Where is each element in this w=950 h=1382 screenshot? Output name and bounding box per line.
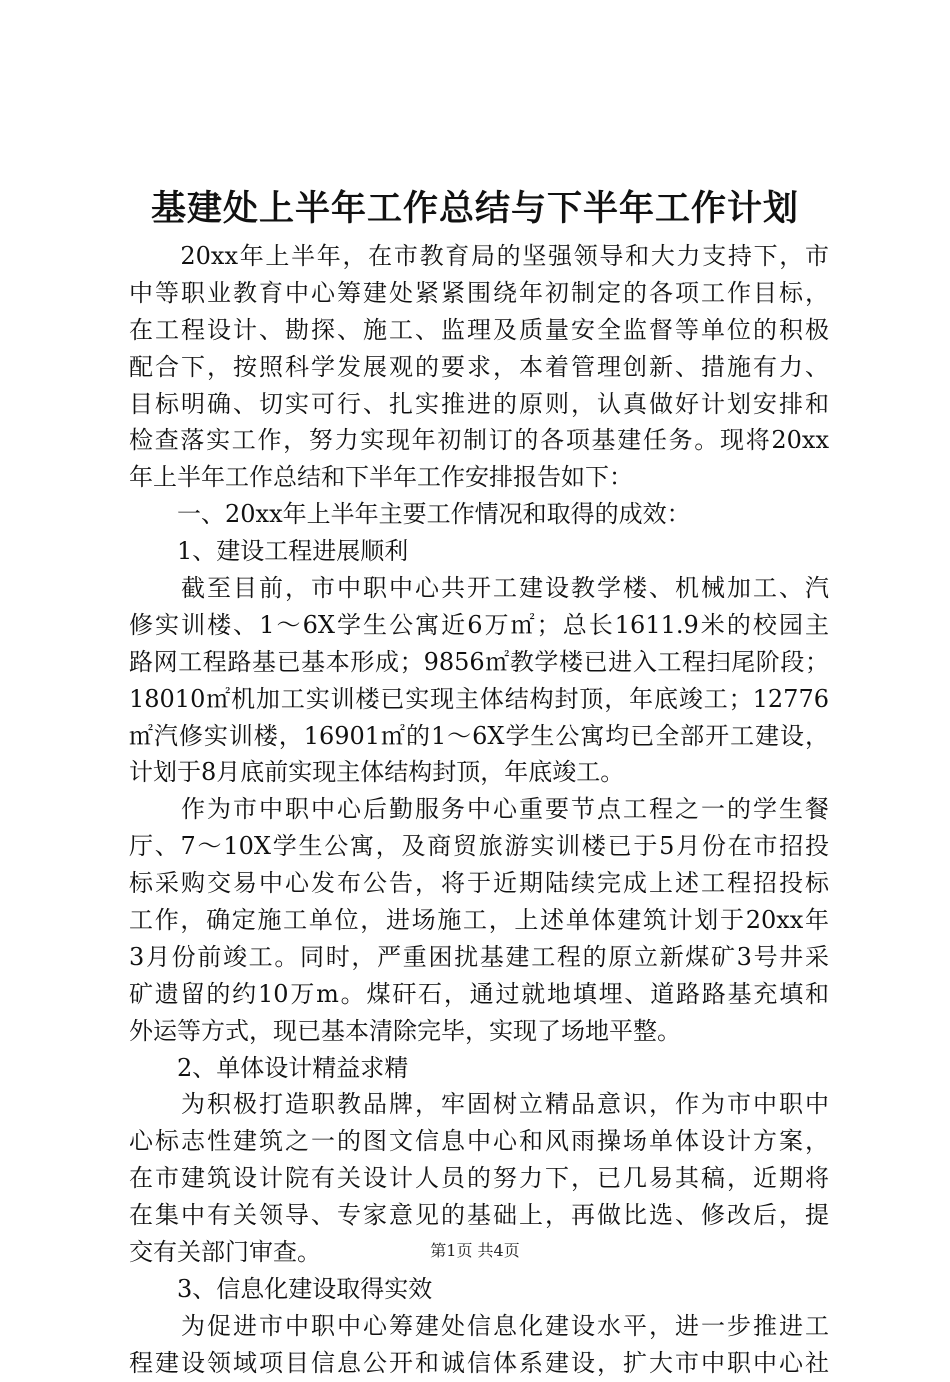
text-line: 修实训楼、1～6X学生公寓近6万㎡；总长1611.9米的校园主 xyxy=(129,610,829,639)
text-line: 截至目前，市中职中心共开工建设教学楼、机械加工、汽 xyxy=(129,574,829,603)
text-line: 外运等方式，现已基本清除完毕，实现了场地平整。 xyxy=(129,1016,681,1045)
text-line: 心标志性建筑之一的图文信息中心和风雨操场单体设计方案， xyxy=(129,1127,829,1156)
text-line: 配合下，按照科学发展观的要求，本着管理创新、措施有力、 xyxy=(129,352,829,381)
text-line: 20xx年上半年，在市教育局的坚强领导和大力支持下，市 xyxy=(129,242,829,270)
text-line: 计划于8月底前实现主体结构封顶，年底竣工。 xyxy=(129,758,625,787)
text-line: 路网工程路基已基本形成；9856㎡教学楼已进入工程扫尾阶段； xyxy=(129,647,829,676)
text-line: 18010㎡机加工实训楼已实现主体结构封顶，年底竣工；12776 xyxy=(129,684,829,713)
text-line: 一、20xx年上半年主要工作情况和取得的成效： xyxy=(129,500,691,529)
text-line: 在集中有关领导、专家意见的基础上，再做比选、修改后，提 xyxy=(129,1201,829,1230)
text-line: 目标明确、切实可行、扎实推进的原则，认真做好计划安排和 xyxy=(129,389,829,418)
text-line: 工作，确定施工单位，进场施工，上述单体建筑计划于20xx年 xyxy=(129,906,829,935)
document-title: 基建处上半年工作总结与下半年工作计划 xyxy=(150,188,799,229)
text-line: 检查落实工作，努力实现年初制订的各项基建任务。现将20xx xyxy=(129,426,829,455)
text-line: 在市建筑设计院有关设计人员的努力下，已几易其稿，近期将 xyxy=(129,1164,829,1193)
text-line: 厅、7～10X学生公寓，及商贸旅游实训楼已于5月份在市招投 xyxy=(129,832,829,861)
text-line: 3、信息化建设取得实效 xyxy=(129,1274,433,1303)
text-line: 程建设领域项目信息公开和诚信体系建设，扩大市中职中心社 xyxy=(129,1348,829,1377)
text-line: 2、单体设计精益求精 xyxy=(129,1053,409,1082)
document-body xyxy=(129,238,829,1382)
text-line: 年上半年工作总结和下半年工作安排报告如下： xyxy=(129,463,633,492)
text-line: 为积极打造职教品牌，牢固树立精品意识，作为市中职中 xyxy=(129,1090,829,1119)
text-line: 作为市中职中心后勤服务中心重要节点工程之一的学生餐 xyxy=(129,795,829,824)
text-line: ㎡汽修实训楼，16901㎡的1～6X学生公寓均已全部开工建设， xyxy=(129,721,829,750)
text-line: 3月份前竣工。同时，严重困扰基建工程的原立新煤矿3号井采 xyxy=(129,942,829,971)
text-line: 中等职业教育中心筹建处紧紧围绕年初制定的各项工作目标， xyxy=(129,278,829,307)
text-line: 在工程设计、勘探、施工、监理及质量安全监督等单位的积极 xyxy=(129,315,829,344)
text-line: 交有关部门审查。 xyxy=(129,1238,321,1267)
page-footer: 第1页 共4页 xyxy=(430,1241,520,1260)
text-line: 矿遗留的约10万m。煤矸石，通过就地填埋、道路路基充填和 xyxy=(129,979,829,1008)
text-line: 1、建设工程进展顺利 xyxy=(129,537,409,566)
text-line: 标采购交易中心发布公告，将于近期陆续完成上述工程招投标 xyxy=(129,869,829,898)
text-line: 为促进市中职中心筹建处信息化建设水平，进一步推进工 xyxy=(129,1311,829,1340)
